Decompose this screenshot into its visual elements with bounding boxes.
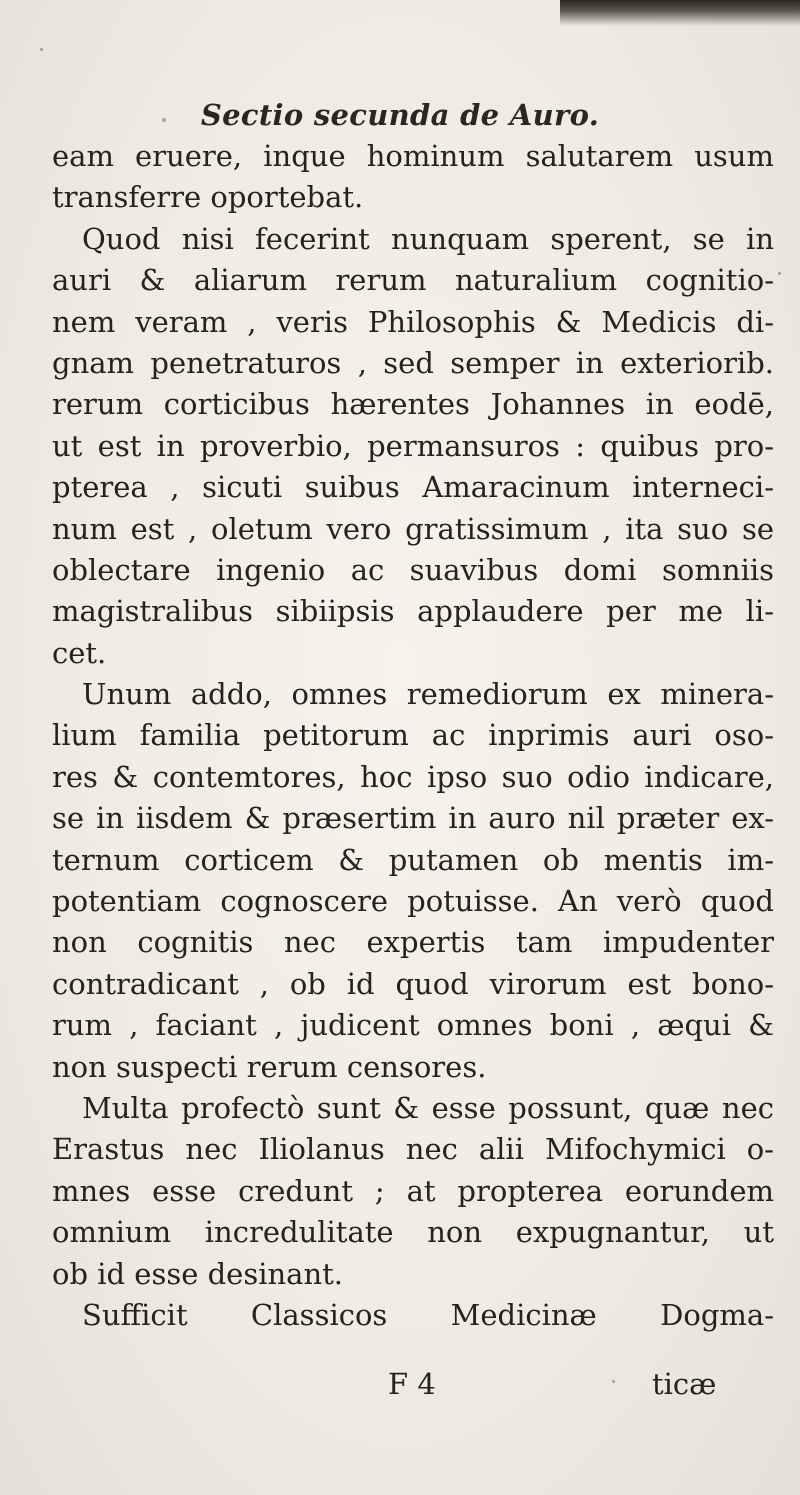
text-line: magistralibus sibiipsis applaudere per me li- bbox=[52, 594, 774, 629]
page-edge-shadow bbox=[560, 0, 800, 26]
paper-speck bbox=[612, 1380, 615, 1383]
text-line: gnam penetraturos , sed semper in exteriorib. bbox=[52, 345, 774, 380]
catchword: ticæ bbox=[652, 1367, 717, 1401]
text-line: mnes esse credunt ; at propterea eorundem bbox=[52, 1173, 774, 1208]
text-line: rum , faciant , judicent omnes boni , æqui & bbox=[52, 1008, 774, 1043]
text-line: oblectare ingenio ac suavibus domi somniis bbox=[52, 552, 774, 587]
page-footer bbox=[0, 1367, 800, 1407]
text-line: ternum corticem & putamen ob mentis im- bbox=[52, 842, 774, 877]
body-text bbox=[52, 136, 774, 1336]
text-line: transferre oportebat. bbox=[52, 180, 364, 215]
text-line: ut est in proverbio, permansuros : quibus pro- bbox=[52, 428, 774, 463]
signature-mark: F 4 bbox=[388, 1367, 436, 1401]
text-line: Sufficit Classicos Medicinæ Dogma- bbox=[82, 1297, 774, 1332]
text-line: Erastus nec Iliolanus nec alii Mifochymici o- bbox=[52, 1132, 774, 1167]
text-line: Quod nisi fecerint nunquam sperent, se in bbox=[82, 221, 774, 256]
paper-speck bbox=[162, 118, 166, 122]
running-head: Sectio secunda de Auro. bbox=[200, 98, 600, 132]
text-line: rerum corticibus hærentes Johannes in eodē, bbox=[52, 387, 774, 422]
text-line: potentiam cognoscere potuisse. An verò quod bbox=[52, 884, 774, 919]
text-line: eam eruere, inque hominum salutarem usum bbox=[52, 139, 774, 173]
text-line: non cognitis nec expertis tam impudenter bbox=[52, 925, 774, 960]
text-line: res & contemtores, hoc ipso suo odio indicare, bbox=[52, 759, 774, 794]
text-line: omnium incredulitate non expugnantur, ut bbox=[52, 1215, 774, 1250]
text-line: non suspecti rerum censores. bbox=[52, 1049, 487, 1084]
text-line: nem veram , veris Philosophis & Medicis di- bbox=[52, 304, 774, 339]
text-line: auri & aliarum rerum naturalium cognitio- bbox=[52, 263, 774, 298]
text-line: Multa profectò sunt & esse possunt, quæ nec bbox=[82, 1090, 774, 1125]
text-line: num est , oletum vero gratissimum , ita suo se bbox=[52, 511, 774, 546]
text-line: pterea , sicuti suibus Amaracinum interneci- bbox=[52, 470, 774, 505]
text-line: contradicant , ob id quod virorum est bono- bbox=[52, 966, 774, 1001]
text-line: se in iisdem & præsertim in auro nil præter ex- bbox=[52, 801, 774, 836]
text-line: ob id esse desinant. bbox=[52, 1256, 344, 1291]
paper-speck bbox=[778, 272, 781, 275]
paper-speck bbox=[40, 48, 43, 51]
text-line: lium familia petitorum ac inprimis auri oso- bbox=[52, 718, 774, 753]
text-line: Unum addo, omnes remediorum ex minera- bbox=[82, 677, 774, 712]
text-line: cet. bbox=[52, 635, 107, 670]
